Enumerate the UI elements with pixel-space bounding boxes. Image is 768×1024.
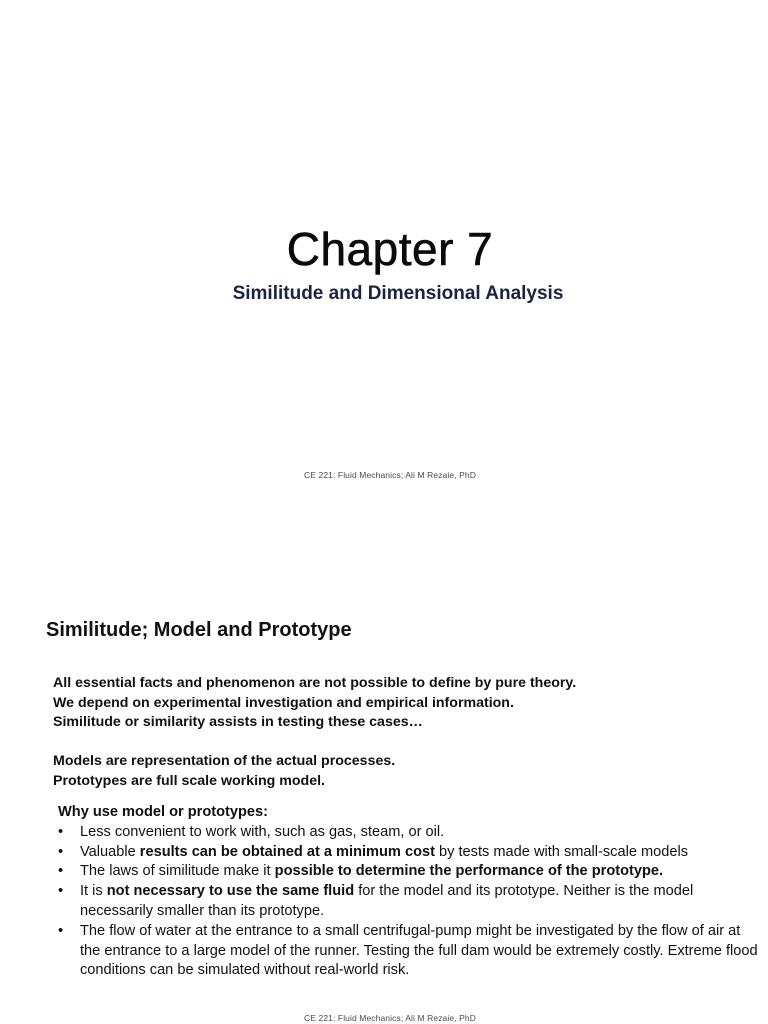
bullet-dot-icon: • — [58, 863, 64, 880]
bullet-text: Less convenient to work with, such as gas, steam, or oil. — [80, 823, 445, 840]
bullet-item — [58, 882, 758, 922]
bullet-text: by tests made with small-scale models — [434, 843, 689, 860]
bullet-text: Valuable — [80, 843, 140, 860]
bullet-dot-icon: • — [58, 843, 64, 860]
bullet-text: The laws of similitude make it — [80, 863, 275, 880]
bullet-text: The flow of water at the entrance to a small centrifugal-pump might be investigated by the flow of air at the entrance to a large model of the runner. Testing the full dam would be extremely costly. Extreme flood conditions can be simulated without real-world risk. — [80, 922, 758, 979]
paragraph-gap — [53, 733, 576, 753]
why-section — [58, 803, 758, 981]
bullet-emphasis: not necessary to use the same fluid — [106, 883, 355, 900]
bullet-dot-icon: • — [58, 883, 64, 900]
bullet-dot-icon: • — [58, 823, 64, 840]
chapter-title: Chapter 7 — [286, 223, 494, 275]
slide-footer: CE 221: Fluid Mechanics; Ali M Rezaie, PhD — [304, 470, 476, 480]
bullet-dot-icon: • — [58, 922, 64, 939]
bullet-item — [58, 922, 758, 981]
bullet-emphasis: possible to determine the performance of the prototype. — [274, 863, 664, 880]
bullet-list — [58, 823, 758, 981]
bullet-text: for the model and its prototype. Neither is the model necessarily smaller than its prototype. — [80, 883, 694, 919]
chapter-subtitle: Similitude and Dimensional Analysis — [232, 283, 564, 304]
bullet-item — [58, 823, 758, 843]
intro-line: All essential facts and phenomenon are not possible to define by pure theory. — [53, 675, 577, 691]
slide-footer: CE 221: Fluid Mechanics; Ali M Rezaie, PhD — [304, 1013, 476, 1023]
intro-line: Models are representation of the actual processes. — [53, 753, 396, 770]
content-slide — [0, 512, 768, 1024]
bullet-item — [58, 862, 758, 882]
bullet-emphasis: results can be obtained at a minimum cost — [139, 843, 435, 860]
section-heading: Similitude; Model and Prototype — [46, 619, 352, 641]
intro-line: Similitude or similarity assists in testing these cases… — [53, 714, 423, 731]
intro-line: Prototypes are full scale working model. — [53, 772, 326, 789]
bullet-item — [58, 843, 758, 863]
intro-paragraph — [53, 674, 576, 792]
why-title: Why use model or prototypes: — [58, 804, 269, 820]
intro-line: We depend on experimental investigation and empirical information. — [53, 694, 514, 711]
bullet-text: It is — [80, 883, 107, 900]
